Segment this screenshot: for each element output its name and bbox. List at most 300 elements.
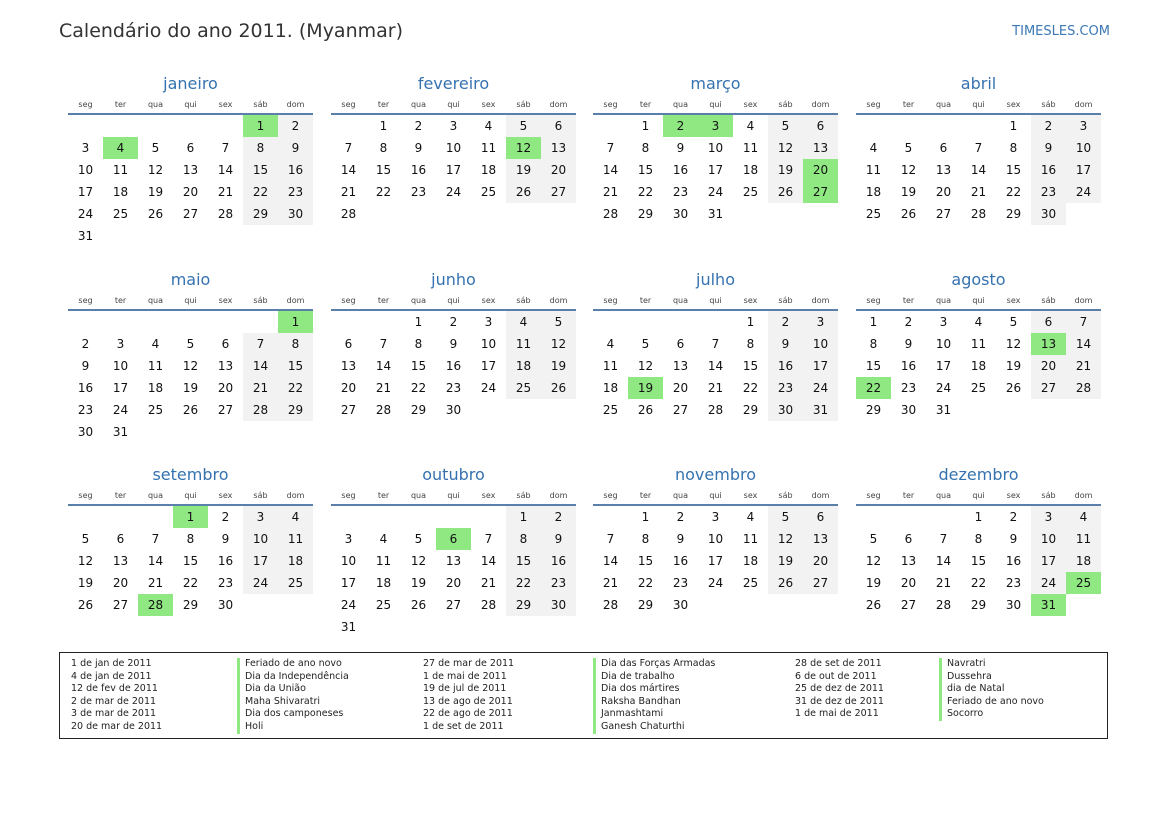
day-cell: 4 — [746, 119, 755, 133]
site-link[interactable]: TIMESLES.COM — [1012, 24, 1110, 39]
day-cell: 16 — [1005, 554, 1022, 568]
day-cell: 27 — [112, 598, 129, 612]
holiday-name: Dia dos camponeses — [237, 708, 349, 721]
day-cell: 24 — [480, 381, 497, 395]
day-cell: 11 — [506, 333, 541, 355]
day-cell: 27 — [803, 572, 838, 594]
empty-cell — [733, 203, 768, 225]
holiday-names-column — [237, 658, 349, 734]
weekday-header: qui — [436, 294, 471, 310]
weekday-header: qui — [961, 98, 996, 114]
day-cell: 10 — [803, 333, 838, 355]
holiday-name: Ganesh Chaturthi — [593, 721, 715, 734]
month-2 — [593, 74, 838, 225]
day-cell: 28 — [1066, 377, 1101, 399]
weekday-header: sáb — [243, 489, 278, 505]
weekday-header: ter — [103, 98, 138, 114]
holiday-date: 20 de mar de 2011 — [71, 720, 163, 732]
day-cell: 17 — [77, 185, 94, 199]
day-cell: 17 — [243, 550, 278, 572]
holiday-dates-column — [795, 658, 884, 721]
day-cell: 29 — [1005, 207, 1022, 221]
day-cell: 3 — [449, 119, 458, 133]
empty-cell — [856, 505, 891, 528]
day-cell: 12 — [541, 333, 576, 355]
weekday-header: qua — [926, 98, 961, 114]
empty-cell — [803, 594, 838, 616]
week-row — [593, 310, 838, 333]
day-cell: 8 — [869, 337, 878, 351]
weekday-header: dom — [1066, 98, 1101, 114]
day-cell: 5 — [541, 310, 576, 333]
day-cell: 15 — [742, 359, 759, 373]
day-cell: 14 — [1066, 333, 1101, 355]
day-cell: 13 — [1031, 333, 1066, 355]
day-cell: 28 — [243, 399, 278, 421]
day-cell: 10 — [707, 532, 724, 546]
day-cell: 15 — [506, 550, 541, 572]
weekday-header: dom — [541, 294, 576, 310]
day-cell: 5 — [641, 337, 650, 351]
day-cell: 18 — [970, 359, 987, 373]
day-cell: 14 — [243, 355, 278, 377]
day-cell: 18 — [1066, 550, 1101, 572]
weekday-header: qua — [401, 489, 436, 505]
weekday-header: ter — [366, 489, 401, 505]
day-cell: 7 — [379, 337, 388, 351]
day-cell: 9 — [1009, 532, 1018, 546]
day-cell: 16 — [410, 163, 427, 177]
weekday-header: ter — [628, 98, 663, 114]
day-cell: 4 — [103, 137, 138, 159]
empty-cell — [138, 114, 173, 137]
day-cell: 6 — [676, 337, 685, 351]
weekday-header: seg — [68, 98, 103, 114]
day-cell: 3 — [939, 315, 948, 329]
day-cell: 10 — [445, 141, 462, 155]
day-cell: 2 — [1031, 114, 1066, 137]
day-cell: 26 — [637, 403, 654, 417]
empty-cell — [803, 203, 838, 225]
day-cell: 28 — [935, 598, 952, 612]
month-5 — [331, 270, 576, 421]
week-row — [68, 594, 313, 616]
day-cell: 20 — [340, 381, 357, 395]
day-cell: 9 — [1031, 137, 1066, 159]
day-cell: 6 — [541, 114, 576, 137]
day-cell: 28 — [602, 207, 619, 221]
month-name: abril — [960, 74, 997, 93]
day-cell: 24 — [707, 576, 724, 590]
day-cell: 11 — [1066, 528, 1101, 550]
day-cell: 27 — [672, 403, 689, 417]
day-cell: 26 — [900, 207, 917, 221]
day-cell: 22 — [278, 377, 313, 399]
day-cell: 10 — [243, 528, 278, 550]
day-cell: 14 — [602, 163, 619, 177]
empty-cell — [768, 594, 803, 616]
empty-cell — [768, 203, 803, 225]
day-cell: 30 — [672, 207, 689, 221]
day-cell: 23 — [1031, 181, 1066, 203]
month-9 — [331, 465, 576, 638]
weekday-header: seg — [331, 294, 366, 310]
day-cell: 25 — [278, 572, 313, 594]
week-row — [856, 355, 1101, 377]
day-cell: 2 — [221, 510, 230, 524]
day-cell: 25 — [742, 185, 759, 199]
day-cell: 13 — [803, 137, 838, 159]
empty-cell — [436, 616, 471, 638]
day-cell: 6 — [939, 141, 948, 155]
day-cell: 29 — [278, 399, 313, 421]
day-cell: 16 — [541, 550, 576, 572]
week-row — [68, 572, 313, 594]
day-cell: 8 — [414, 337, 423, 351]
day-cell: 19 — [182, 381, 199, 395]
week-row — [68, 137, 313, 159]
day-cell: 9 — [221, 532, 230, 546]
week-row — [331, 333, 576, 355]
week-row — [856, 137, 1101, 159]
empty-cell — [68, 505, 103, 528]
day-cell: 15 — [243, 159, 278, 181]
day-cell: 25 — [147, 403, 164, 417]
day-cell: 12 — [1005, 337, 1022, 351]
weekday-header: qui — [436, 98, 471, 114]
day-cell: 6 — [221, 337, 230, 351]
weekday-header: sex — [471, 489, 506, 505]
day-cell: 1 — [641, 510, 650, 524]
empty-cell — [208, 421, 243, 443]
day-cell: 23 — [541, 572, 576, 594]
day-cell: 10 — [112, 359, 129, 373]
day-cell: 13 — [217, 359, 234, 373]
day-cell: 17 — [445, 163, 462, 177]
weekday-header: sex — [733, 489, 768, 505]
day-cell: 21 — [707, 381, 724, 395]
day-cell: 30 — [900, 403, 917, 417]
day-cell: 20 — [112, 576, 129, 590]
day-cell: 11 — [742, 141, 759, 155]
day-cell: 2 — [81, 337, 90, 351]
month-3 — [856, 74, 1101, 225]
week-row — [331, 594, 576, 616]
day-cell: 29 — [637, 598, 654, 612]
day-cell: 3 — [484, 315, 493, 329]
week-row — [856, 528, 1101, 550]
day-cell: 7 — [939, 532, 948, 546]
day-cell: 26 — [147, 207, 164, 221]
day-cell: 24 — [1066, 181, 1101, 203]
day-cell: 18 — [742, 554, 759, 568]
empty-cell — [401, 616, 436, 638]
week-row — [856, 505, 1101, 528]
day-cell: 23 — [77, 403, 94, 417]
week-row — [856, 333, 1101, 355]
day-cell: 3 — [243, 505, 278, 528]
day-cell: 1 — [506, 505, 541, 528]
holiday-name: Dia dos mártires — [593, 683, 715, 696]
day-cell: 22 — [506, 572, 541, 594]
day-cell: 23 — [672, 576, 689, 590]
day-cell: 29 — [742, 403, 759, 417]
week-row — [331, 137, 576, 159]
weekday-header: sex — [208, 294, 243, 310]
month-0 — [68, 74, 313, 247]
day-cell: 17 — [935, 359, 952, 373]
day-cell: 14 — [147, 554, 164, 568]
weekday-header: qui — [173, 489, 208, 505]
day-cell: 9 — [904, 337, 913, 351]
day-cell: 10 — [935, 337, 952, 351]
day-cell: 14 — [707, 359, 724, 373]
weekday-header: dom — [541, 98, 576, 114]
day-cell: 2 — [1009, 510, 1018, 524]
day-cell: 27 — [340, 403, 357, 417]
month-1 — [331, 74, 576, 225]
weekday-header: ter — [103, 489, 138, 505]
day-cell: 22 — [182, 576, 199, 590]
day-cell: 23 — [278, 181, 313, 203]
day-cell: 30 — [217, 598, 234, 612]
day-cell: 25 — [970, 381, 987, 395]
empty-cell — [593, 114, 628, 137]
month-grid — [68, 294, 313, 443]
weekday-header: dom — [1066, 489, 1101, 505]
week-row — [331, 159, 576, 181]
holiday-date: 28 de set de 2011 — [795, 658, 882, 669]
empty-cell — [68, 114, 103, 137]
day-cell: 30 — [1031, 203, 1066, 225]
day-cell: 30 — [445, 403, 462, 417]
weekday-header: dom — [1066, 294, 1101, 310]
week-row — [856, 159, 1101, 181]
day-cell: 30 — [278, 203, 313, 225]
day-cell: 2 — [541, 505, 576, 528]
month-name: setembro — [152, 465, 229, 484]
day-cell: 8 — [506, 528, 541, 550]
day-cell: 21 — [375, 381, 392, 395]
day-cell: 27 — [217, 403, 234, 417]
week-row — [68, 333, 313, 355]
weekday-header: sex — [471, 98, 506, 114]
month-6 — [593, 270, 838, 421]
holiday-date: 3 de mar de 2011 — [71, 708, 157, 720]
empty-cell — [698, 310, 733, 333]
day-cell: 13 — [340, 359, 357, 373]
day-cell: 6 — [1031, 310, 1066, 333]
weekday-header: seg — [856, 294, 891, 310]
weekday-header: seg — [856, 489, 891, 505]
day-cell: 25 — [112, 207, 129, 221]
day-cell: 8 — [278, 333, 313, 355]
day-cell: 20 — [217, 381, 234, 395]
weekday-header: dom — [278, 98, 313, 114]
month-name: fevereiro — [417, 74, 490, 93]
week-row — [593, 572, 838, 594]
empty-cell — [961, 114, 996, 137]
day-cell: 1 — [173, 505, 208, 528]
day-cell: 1 — [641, 119, 650, 133]
day-cell: 9 — [278, 137, 313, 159]
weekday-header: qua — [138, 489, 173, 505]
day-cell: 22 — [970, 576, 987, 590]
week-row — [331, 203, 576, 225]
week-row — [331, 310, 576, 333]
weekday-header: sex — [733, 98, 768, 114]
day-cell: 18 — [506, 355, 541, 377]
day-cell: 25 — [1066, 572, 1101, 594]
day-cell: 14 — [935, 554, 952, 568]
month-grid — [68, 98, 313, 247]
empty-cell — [1031, 399, 1066, 421]
week-row — [331, 550, 576, 572]
day-cell: 3 — [698, 114, 733, 137]
day-cell: 1 — [869, 315, 878, 329]
week-row — [68, 550, 313, 572]
weekday-header: qua — [401, 294, 436, 310]
day-cell: 11 — [970, 337, 987, 351]
day-cell: 24 — [445, 185, 462, 199]
empty-cell — [173, 421, 208, 443]
day-cell: 15 — [865, 359, 882, 373]
day-cell: 7 — [974, 141, 983, 155]
empty-cell — [471, 616, 506, 638]
weekday-header: sex — [996, 98, 1031, 114]
day-cell: 13 — [900, 554, 917, 568]
holiday-date: 2 de mar de 2011 — [71, 695, 157, 707]
day-cell: 15 — [182, 554, 199, 568]
day-cell: 29 — [637, 207, 654, 221]
month-8 — [68, 465, 313, 616]
day-cell: 8 — [186, 532, 195, 546]
weekday-header: qua — [926, 489, 961, 505]
day-cell: 20 — [803, 550, 838, 572]
weekday-header: sex — [733, 294, 768, 310]
weekday-header: sáb — [1031, 98, 1066, 114]
week-row — [331, 616, 576, 638]
day-cell: 21 — [217, 185, 234, 199]
day-cell: 12 — [900, 163, 917, 177]
week-row — [331, 572, 576, 594]
weekday-header: qui — [698, 489, 733, 505]
weekday-header: sáb — [243, 98, 278, 114]
day-cell: 5 — [506, 114, 541, 137]
day-cell: 26 — [768, 572, 803, 594]
weekday-header: qui — [961, 489, 996, 505]
weekday-header: dom — [803, 294, 838, 310]
day-cell: 28 — [340, 207, 357, 221]
day-cell: 1 — [243, 114, 278, 137]
weekday-header: sáb — [506, 294, 541, 310]
day-cell: 8 — [1009, 141, 1018, 155]
day-cell: 10 — [480, 337, 497, 351]
day-cell: 12 — [410, 554, 427, 568]
weekday-header: qua — [663, 98, 698, 114]
day-cell: 21 — [602, 185, 619, 199]
day-cell: 24 — [340, 598, 357, 612]
holiday-date: 31 de dez de 2011 — [795, 695, 884, 707]
day-cell: 14 — [602, 554, 619, 568]
day-cell: 24 — [112, 403, 129, 417]
day-cell: 1 — [379, 119, 388, 133]
week-row — [593, 505, 838, 528]
day-cell: 17 — [707, 163, 724, 177]
day-cell: 19 — [147, 185, 164, 199]
day-cell: 31 — [1031, 594, 1066, 616]
day-cell: 9 — [541, 528, 576, 550]
weekday-header: seg — [68, 489, 103, 505]
day-cell: 29 — [182, 598, 199, 612]
holiday-name: Dia de trabalho — [593, 671, 715, 684]
day-cell: 19 — [768, 159, 803, 181]
day-cell: 22 — [742, 381, 759, 395]
empty-cell — [103, 114, 138, 137]
day-cell: 26 — [865, 598, 882, 612]
day-cell: 13 — [182, 163, 199, 177]
week-row — [856, 114, 1101, 137]
month-grid — [68, 489, 313, 616]
empty-cell — [471, 203, 506, 225]
day-cell: 13 — [445, 554, 462, 568]
day-cell: 8 — [974, 532, 983, 546]
day-cell: 8 — [641, 532, 650, 546]
day-cell: 12 — [768, 528, 803, 550]
day-cell: 14 — [480, 554, 497, 568]
empty-cell — [506, 203, 541, 225]
day-cell: 21 — [480, 576, 497, 590]
week-row — [68, 159, 313, 181]
weekday-header: qui — [698, 98, 733, 114]
holiday-date: 25 de dez de 2011 — [795, 683, 884, 695]
month-name: junho — [431, 270, 476, 289]
empty-cell — [138, 421, 173, 443]
holiday-date: 22 de ago de 2011 — [423, 708, 513, 720]
weekday-header: sáb — [768, 294, 803, 310]
empty-cell — [103, 310, 138, 333]
week-row — [856, 377, 1101, 399]
month-name: dezembro — [938, 465, 1019, 484]
day-cell: 29 — [865, 403, 882, 417]
day-cell: 16 — [77, 381, 94, 395]
weekday-header: ter — [628, 489, 663, 505]
day-cell: 7 — [484, 532, 493, 546]
month-grid — [331, 489, 576, 638]
day-cell: 4 — [606, 337, 615, 351]
holiday-date: 13 de ago de 2011 — [423, 695, 513, 707]
day-cell: 7 — [243, 333, 278, 355]
day-cell: 16 — [1031, 159, 1066, 181]
day-cell: 21 — [935, 576, 952, 590]
week-row — [593, 137, 838, 159]
day-cell: 5 — [186, 337, 195, 351]
weekday-header: seg — [593, 294, 628, 310]
day-cell: 10 — [77, 163, 94, 177]
empty-cell — [68, 310, 103, 333]
day-cell: 29 — [506, 594, 541, 616]
day-cell: 28 — [217, 207, 234, 221]
day-cell: 22 — [637, 576, 654, 590]
day-cell: 11 — [278, 528, 313, 550]
day-cell: 29 — [243, 203, 278, 225]
day-cell: 3 — [1031, 505, 1066, 528]
day-cell: 31 — [935, 403, 952, 417]
day-cell: 26 — [768, 181, 803, 203]
weekday-header: qui — [173, 98, 208, 114]
day-cell: 16 — [768, 355, 803, 377]
week-row — [593, 114, 838, 137]
